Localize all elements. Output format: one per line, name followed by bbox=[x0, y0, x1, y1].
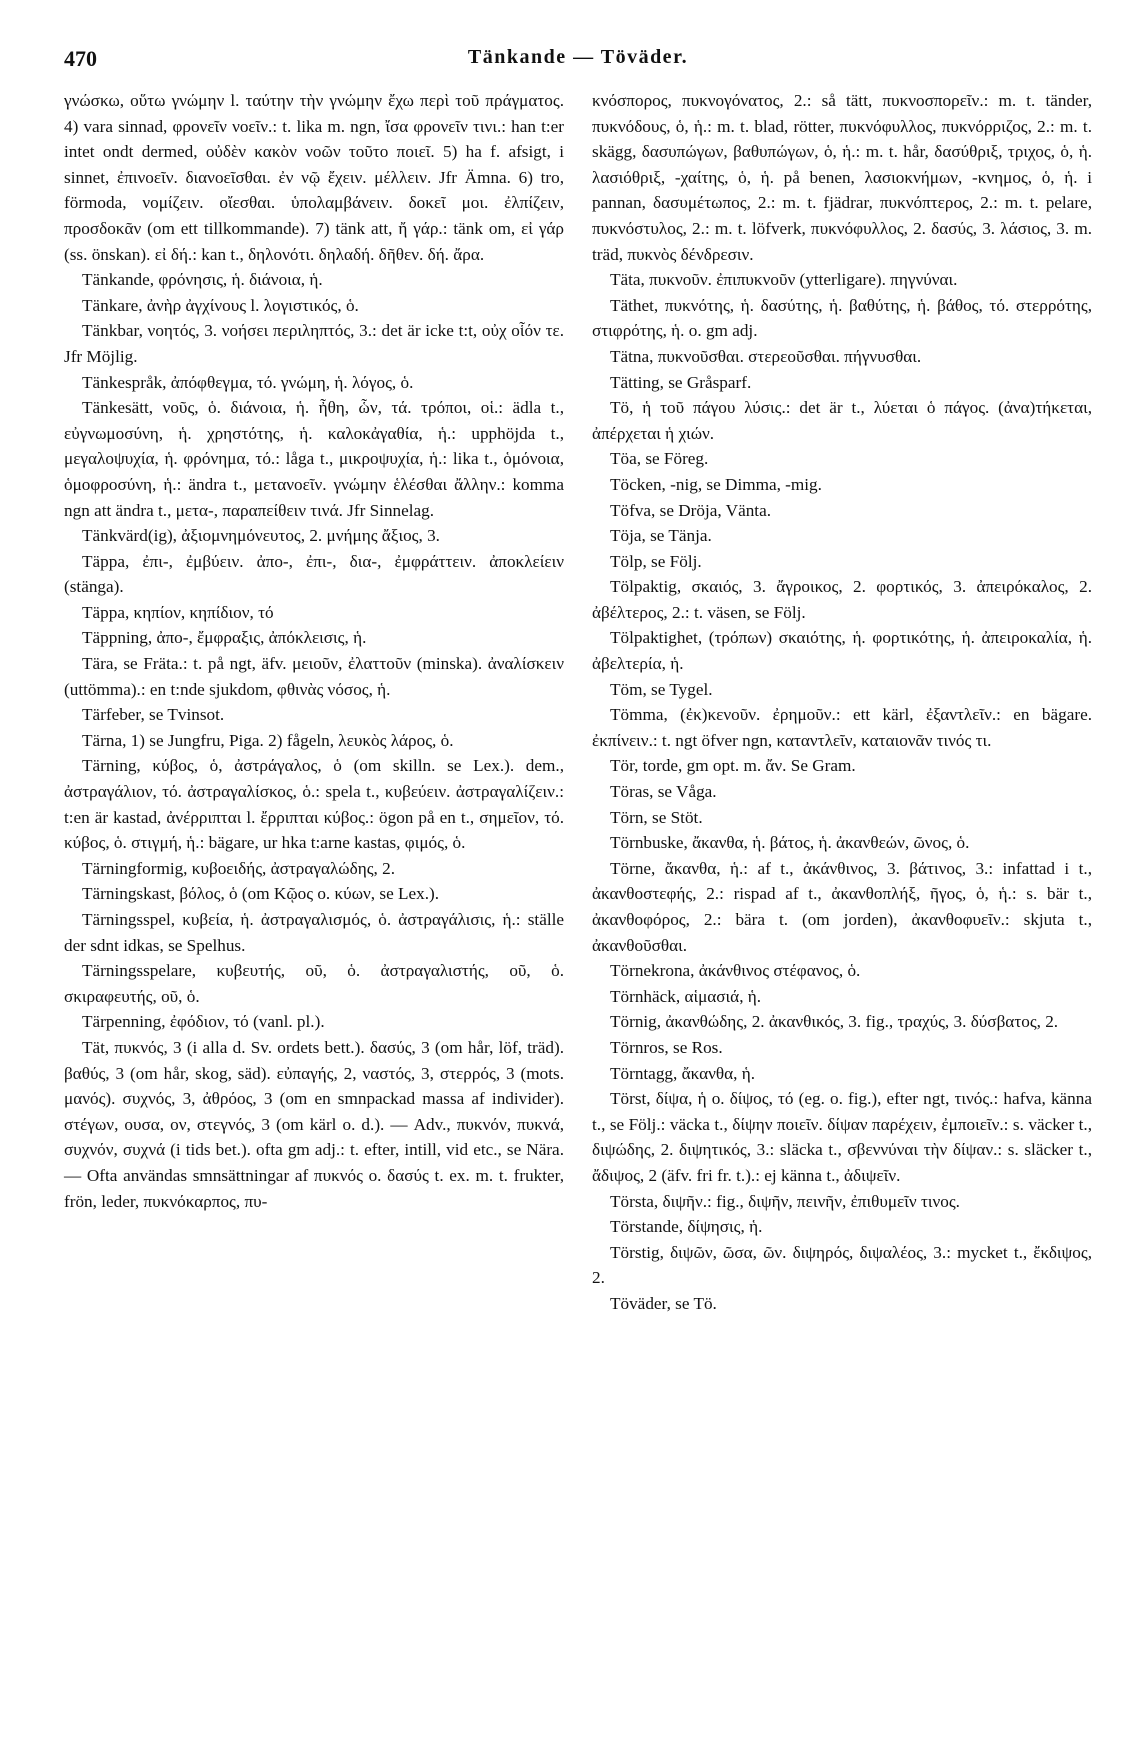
dictionary-entry: Tör, torde, gm opt. m. ἄν. Se Gram. bbox=[610, 756, 856, 776]
dictionary-entry: Törst, δίψα, ἡ o. δίψος, τό (eg. o. fig.), efter ngt, τινός.: hafva, känna t., se Följ.: väcka t., δίψην ποιεῖν. δίψαν παρέχειν, ἐμποιεῖν.: s. väcker t., διψώδης, 2. διψητικός, 3.: släcka t., σβεννύναι τὴν δίψαν.: s. släcker t., ἄδιψος, 2 (äfv. fri fr. t.).: ej känna t., ἀδιψεῖν. bbox=[592, 1089, 1092, 1185]
dictionary-entry: Tänkare, ἀνὴρ ἀγχίνους l. λογιστικός, ὁ. bbox=[82, 295, 359, 315]
dictionary-entry: Tära, se Fräta.: t. på ngt, äfv. μειοῦν, ἐλαττοῦν (minska). ἀναλίσκειν (uttömma).: en t:nde sjukdom, φθινὰς νόσος, ἡ. bbox=[64, 654, 564, 699]
dictionary-entry: Töja, se Tänja. bbox=[610, 526, 712, 546]
left-column bbox=[64, 88, 564, 1317]
dictionary-entry: Törsta, διψῆν.: fig., διψῆν, πεινῆν, ἐπιθυμεῖν τινος. bbox=[610, 1191, 960, 1211]
page-header bbox=[64, 42, 1092, 76]
dictionary-entry: Tömma, (ἐκ)κενοῦν. ἐρημοῦν.: ett kärl, ἐξαντλεῖν.: en bägare. ἐκπίνειν.: t. ngt öfver ngn, καταντλεῖν, καταιονᾶν τινός τι. bbox=[592, 705, 1092, 750]
dictionary-entry: Törnig, ἀκανθώδης, 2. ἀκανθικός, 3. fig., τραχύς, 3. δύσβατος, 2. bbox=[610, 1012, 1059, 1032]
dictionary-entry: Tärningskast, βόλος, ὁ (om Κῷος o. κύων, se Lex.). bbox=[82, 884, 440, 904]
dictionary-entry: Tärningsspel, κυβεία, ἡ. ἀστραγαλισμός, ὁ. ἀστραγάλισις, ἡ.: ställe der sdnt idkas, se Spelhus. bbox=[64, 910, 564, 955]
dictionary-entry: Törnbuske, ἄκανθα, ἡ. βάτος, ἡ. ἀκανθεών, ῶνος, ὁ. bbox=[610, 833, 970, 853]
dictionary-entry: Tölpaktighet, (τρόπων) σκαιότης, ἡ. φορτικότης, ἡ. ἀπειροκαλία, ἡ. ἀβελτερία, ἡ. bbox=[592, 628, 1092, 674]
right-column bbox=[592, 88, 1092, 1317]
dictionary-entry: Töcken, -nig, se Dimma, -mig. bbox=[610, 474, 822, 494]
page-number: 470 bbox=[64, 46, 97, 71]
dictionary-entry: Tänkbar, νοητός, 3. νοήσει περιληπτός, 3.: det är icke t:t, οὐχ οἷόν τε. Jfr Möjlig. bbox=[64, 321, 564, 366]
dictionary-entry: Tätna, πυκνοῦσθαι. στερεοῦσθαι. πήγνυσθαι. bbox=[610, 346, 922, 366]
text-columns bbox=[64, 88, 1092, 1317]
dictionary-entry: Tärning, κύβος, ὁ, ἀστράγαλος, ὁ (om skilln. se Lex.). dem., ἀστραγάλιον, τό. ἀστραγαλίσκος, ὁ.: spela t., κυβεύειν. ἀστραγαλίζειν.: t:en är kastad, ἀνέρριπται l. ἔρριπται κύβος.: ögon på en t., σημεῖον, τό. κύβος, ὁ. στιγμή, ἡ.: bägare, ur hka t:arne kastas, φιμός, ὁ. bbox=[64, 756, 564, 853]
dictionary-entry: Töa, se Föreg. bbox=[610, 449, 709, 469]
dictionary-entry: Törntagg, ἄκανθα, ἡ. bbox=[610, 1063, 756, 1083]
dictionary-entry: Töväder, se Tö. bbox=[610, 1293, 717, 1313]
dictionary-entry: Törnekrona, ἀκάνθινος στέφανος, ὁ. bbox=[610, 961, 861, 981]
dictionary-entry: Törstande, δίψησις, ἡ. bbox=[610, 1217, 763, 1237]
dictionary-entry: Tänkespråk, ἀπόφθεγμα, τό. γνώμη, ἡ. λόγος, ὁ. bbox=[82, 372, 414, 392]
dictionary-entry: Tärningformig, κυβοειδής, ἀστραγαλώδης, 2. bbox=[82, 858, 396, 878]
dictionary-entry: Töfva, se Dröja, Vänta. bbox=[610, 500, 771, 520]
dictionary-entry: Täppa, ἐπι-, ἐμβύειν. ἀπο-, ἐπι-, δια-, ἐμφράττειν. ἀποκλείειν (stänga). bbox=[64, 551, 564, 597]
dictionary-entry: Tärna, 1) se Jungfru, Piga. 2) fågeln, λευκὸς λάρος, ὁ. bbox=[82, 730, 454, 750]
dictionary-entry: Täta, πυκνοῦν. ἐπιπυκνοῦν (ytterligare). πηγνύναι. bbox=[610, 270, 958, 290]
dictionary-entry: Tölpaktig, σκαιός, 3. ἄγροικος, 2. φορτικός, 3. ἀπειρόκαλος, 2. ἀβέλτερος, 2.: t. väsen, se Följ. bbox=[592, 577, 1092, 622]
dictionary-entry: Törn, se Stöt. bbox=[610, 807, 703, 827]
dictionary-entry: Töras, se Våga. bbox=[610, 782, 717, 802]
dictionary-entry: Tölp, se Följ. bbox=[610, 551, 702, 571]
running-head: Tänkande — Töväder. bbox=[467, 46, 689, 68]
dictionary-entry: Täthet, πυκνότης, ἡ. δασύτης, ἡ. βαθύτης, ἡ. βάθος, τό. στερρότης, στιφρότης, ἡ. o. gm adj. bbox=[592, 295, 1092, 341]
dictionary-entry: Töm, se Tygel. bbox=[610, 679, 713, 699]
dictionary-entry: Törstig, διψῶν, ῶσα, ῶν. διψηρός, διψαλέος, 3.: mycket t., ἔκδιψος, 2. bbox=[592, 1242, 1092, 1288]
dictionary-entry: Tärpenning, ἐφόδιον, τό (vanl. pl.). bbox=[82, 1012, 325, 1032]
dictionary-entry: Täppning, ἀπο-, ἔμφραξις, ἀπόκλεισις, ἡ. bbox=[82, 628, 367, 648]
dictionary-entry: Törnhäck, αἱμασιά, ἡ. bbox=[610, 986, 762, 1006]
dictionary-entry: γνώσκω, οὕτω γνώμην l. ταύτην τὴν γνώμην ἔχω περὶ τοῦ πράγματος. 4) vara sinnad, φρονεῖν νοεῖν.: t. lika m. ngn, ἴσα φρονεῖν τινι.: han t:er intet ondt dermed, οὐδὲν κακὸν νοῶν τοῦτο ποιεῖ. 5) ha f. afsigt, i sinnet, ἐπινοεῖν. διανοεῖσθαι. ἐν νῷ ἔχειν. μέλλειν. Jfr Ämna. 6) tro, förmoda, νομίζειν. οἴεσθαι. ὑπολαμβάνειν. δοκεῖ μοι. ἐλπίζειν, προσδοκᾶν (om ett tillkommande). 7) tänk att, ἤ γάρ.: tänk om, εἰ γάρ (ss. önskan). εἰ δή.: kan t., δηλονότι. δηλαδή. δῆθεν. δή. ἄρα. bbox=[64, 91, 564, 264]
dictionary-entry: Tät, πυκνός, 3 (i alla d. Sv. ordets bett.). δασύς, 3 (om hår, löf, träd). βαθύς, 3 (om hår, skog, säd). εὐπαγής, 2, ναστός, 3, στερρός, 3 (mots. μανός). συχνός, 3, ἀθρόος, 3 (om en smnpackad massa af individer). στέγων, ουσα, ον, στεγνός, 3 (om kärl o. d.). — Adv., πυκνόν, πυκνά, συχνόν, συχνά (i tids bet.). ofta gm adj.: t. efter, intill, vid etc., se Nära. — Ofta användas smnsättningar af πυκνός o. δασύς t. ex. m. t. frukter, frön, leder, πυκνόκαρπος, πυ- bbox=[64, 1037, 564, 1211]
dictionary-entry: Tätting, se Gråsparf. bbox=[610, 372, 752, 392]
dictionary-entry: Tänkesätt, νοῦς, ὁ. διάνοια, ἡ. ἦθη, ὧν, τά. τρόποι, οἱ.: ädla t., εὐγνωμοσύνη, ἡ. χρηστότης, ἡ. καλοκἀγαθία, ἡ.: upphöjda t., μεγαλοψυχία, ἡ. φρόνημα, τό.: låga t., μικροψυχία, ἡ.: lika t., ὁμόνοια, ὁμοφροσύνη, ἡ.: ändra t., μετανοεῖν. γνώμην ἑλέσθαι ἄλλην.: komma ngn att ändra t., μετα-, παραπείθειν τινά. Jfr Sinnelag. bbox=[64, 398, 564, 520]
dictionary-entry: Täppa, κηπίον, κηπίδιον, τό bbox=[82, 602, 274, 622]
dictionary-entry: Tärfeber, se Tvinsot. bbox=[82, 705, 225, 725]
dictionary-entry: κνόσπορος, πυκνογόνατος, 2.: så tätt, πυκνοσπορεῖν.: m. t. tänder, πυκνόδους, ὁ, ἡ.: m. t. blad, rötter, πυκνόφυλλος, πυκνόρριζος, 2.: m. t. skägg, δασυπώγων, βαθυπώγων, ὁ, ἡ.: m. t. hår, δασύθριξ, τριχος, ὁ, ἡ. λασιόθριξ, -χαίτης, ὁ, ἡ. på benen, λασιοκνήμων, -κνημος, ὁ, ἡ. i pannan, δασυμέτωπος, 2.: m. t. fjädrar, πυκνόπτερος, 2.: m. t. pelare, πυκνόστυλος, 2.: m. t. löfverk, πυκνόφυλλος, 2. δασύς, 3. λάσιος, 3. m. träd, πυκνὸς δένδρεσιν. bbox=[592, 91, 1092, 264]
dictionary-entry: Tö, ἡ τοῦ πάγου λύσις.: det är t., λύεται ὁ πάγος. (ἀνα)τήκεται, ἀπέρχεται ἡ χιών. bbox=[592, 398, 1092, 443]
dictionary-entry: Törne, ἄκανθα, ἡ.: af t., ἀκάνθινος, 3. βάτινος, 3.: infattad i t., ἀκανθοστεφής, 2.: rispad af t., ἀκανθοπλήξ, ῆγος, ὁ, ἡ.: s. bär t., ἀκανθοφόρος, 2.: bära t. (om jorden), ἀκανθοφυεῖν.: skjuta t., ἀκανθοῦσθαι. bbox=[592, 858, 1092, 955]
dictionary-entry: Tärningsspelare, κυβευτής, οῦ, ὁ. ἀστραγαλιστής, οῦ, ὁ. σκιραφευτής, οῦ, ὁ. bbox=[64, 961, 564, 1006]
dictionary-entry: Törnros, se Ros. bbox=[610, 1037, 723, 1057]
dictionary-entry: Tänkande, φρόνησις, ἡ. διάνοια, ἡ. bbox=[82, 270, 323, 290]
dictionary-entry: Tänkvärd(ig), ἀξιομνημόνευτος, 2. μνήμης ἄξιος, 3. bbox=[82, 526, 440, 546]
